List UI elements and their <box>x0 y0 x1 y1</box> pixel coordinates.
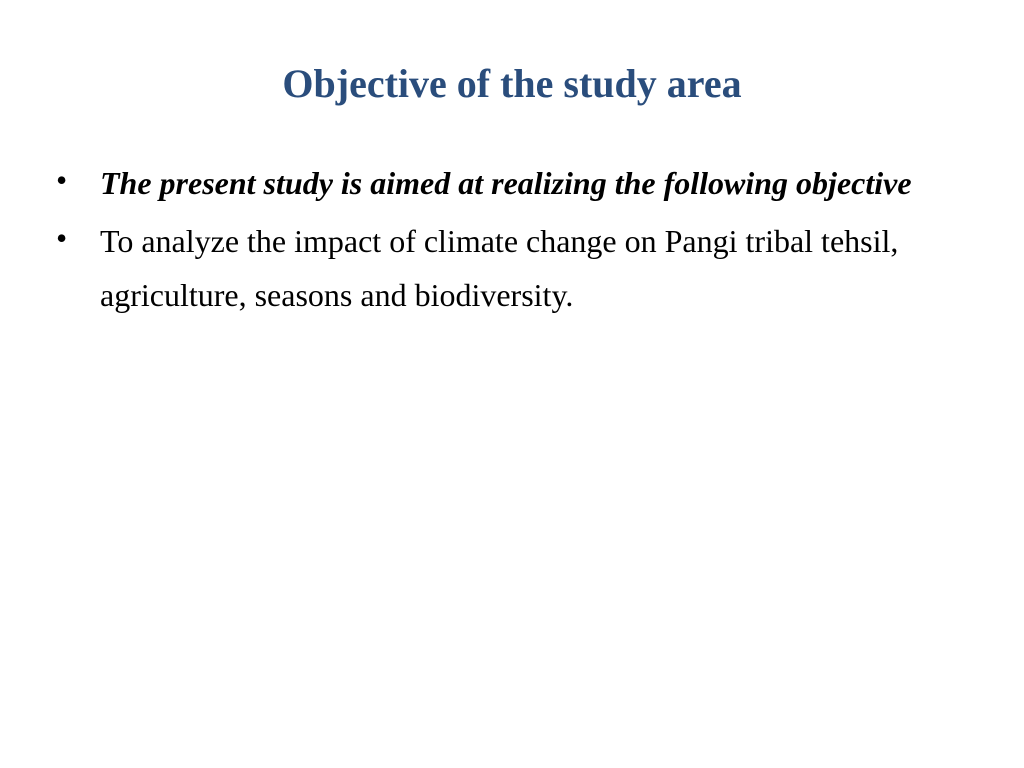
slide-title: Objective of the study area <box>282 61 742 106</box>
bullet-icon: • <box>56 220 68 256</box>
bullet-item-intro <box>56 156 936 210</box>
bullet-text-intro: The present study is aimed at realizing the following objective <box>100 165 912 201</box>
bullet-item-objective <box>56 214 936 322</box>
bullet-icon: • <box>56 162 68 198</box>
bullet-list <box>56 156 936 326</box>
bullet-text-objective: To analyze the impact of climate change on Pangi tribal tehsil, agriculture, seasons and biodiversity. <box>100 223 899 313</box>
